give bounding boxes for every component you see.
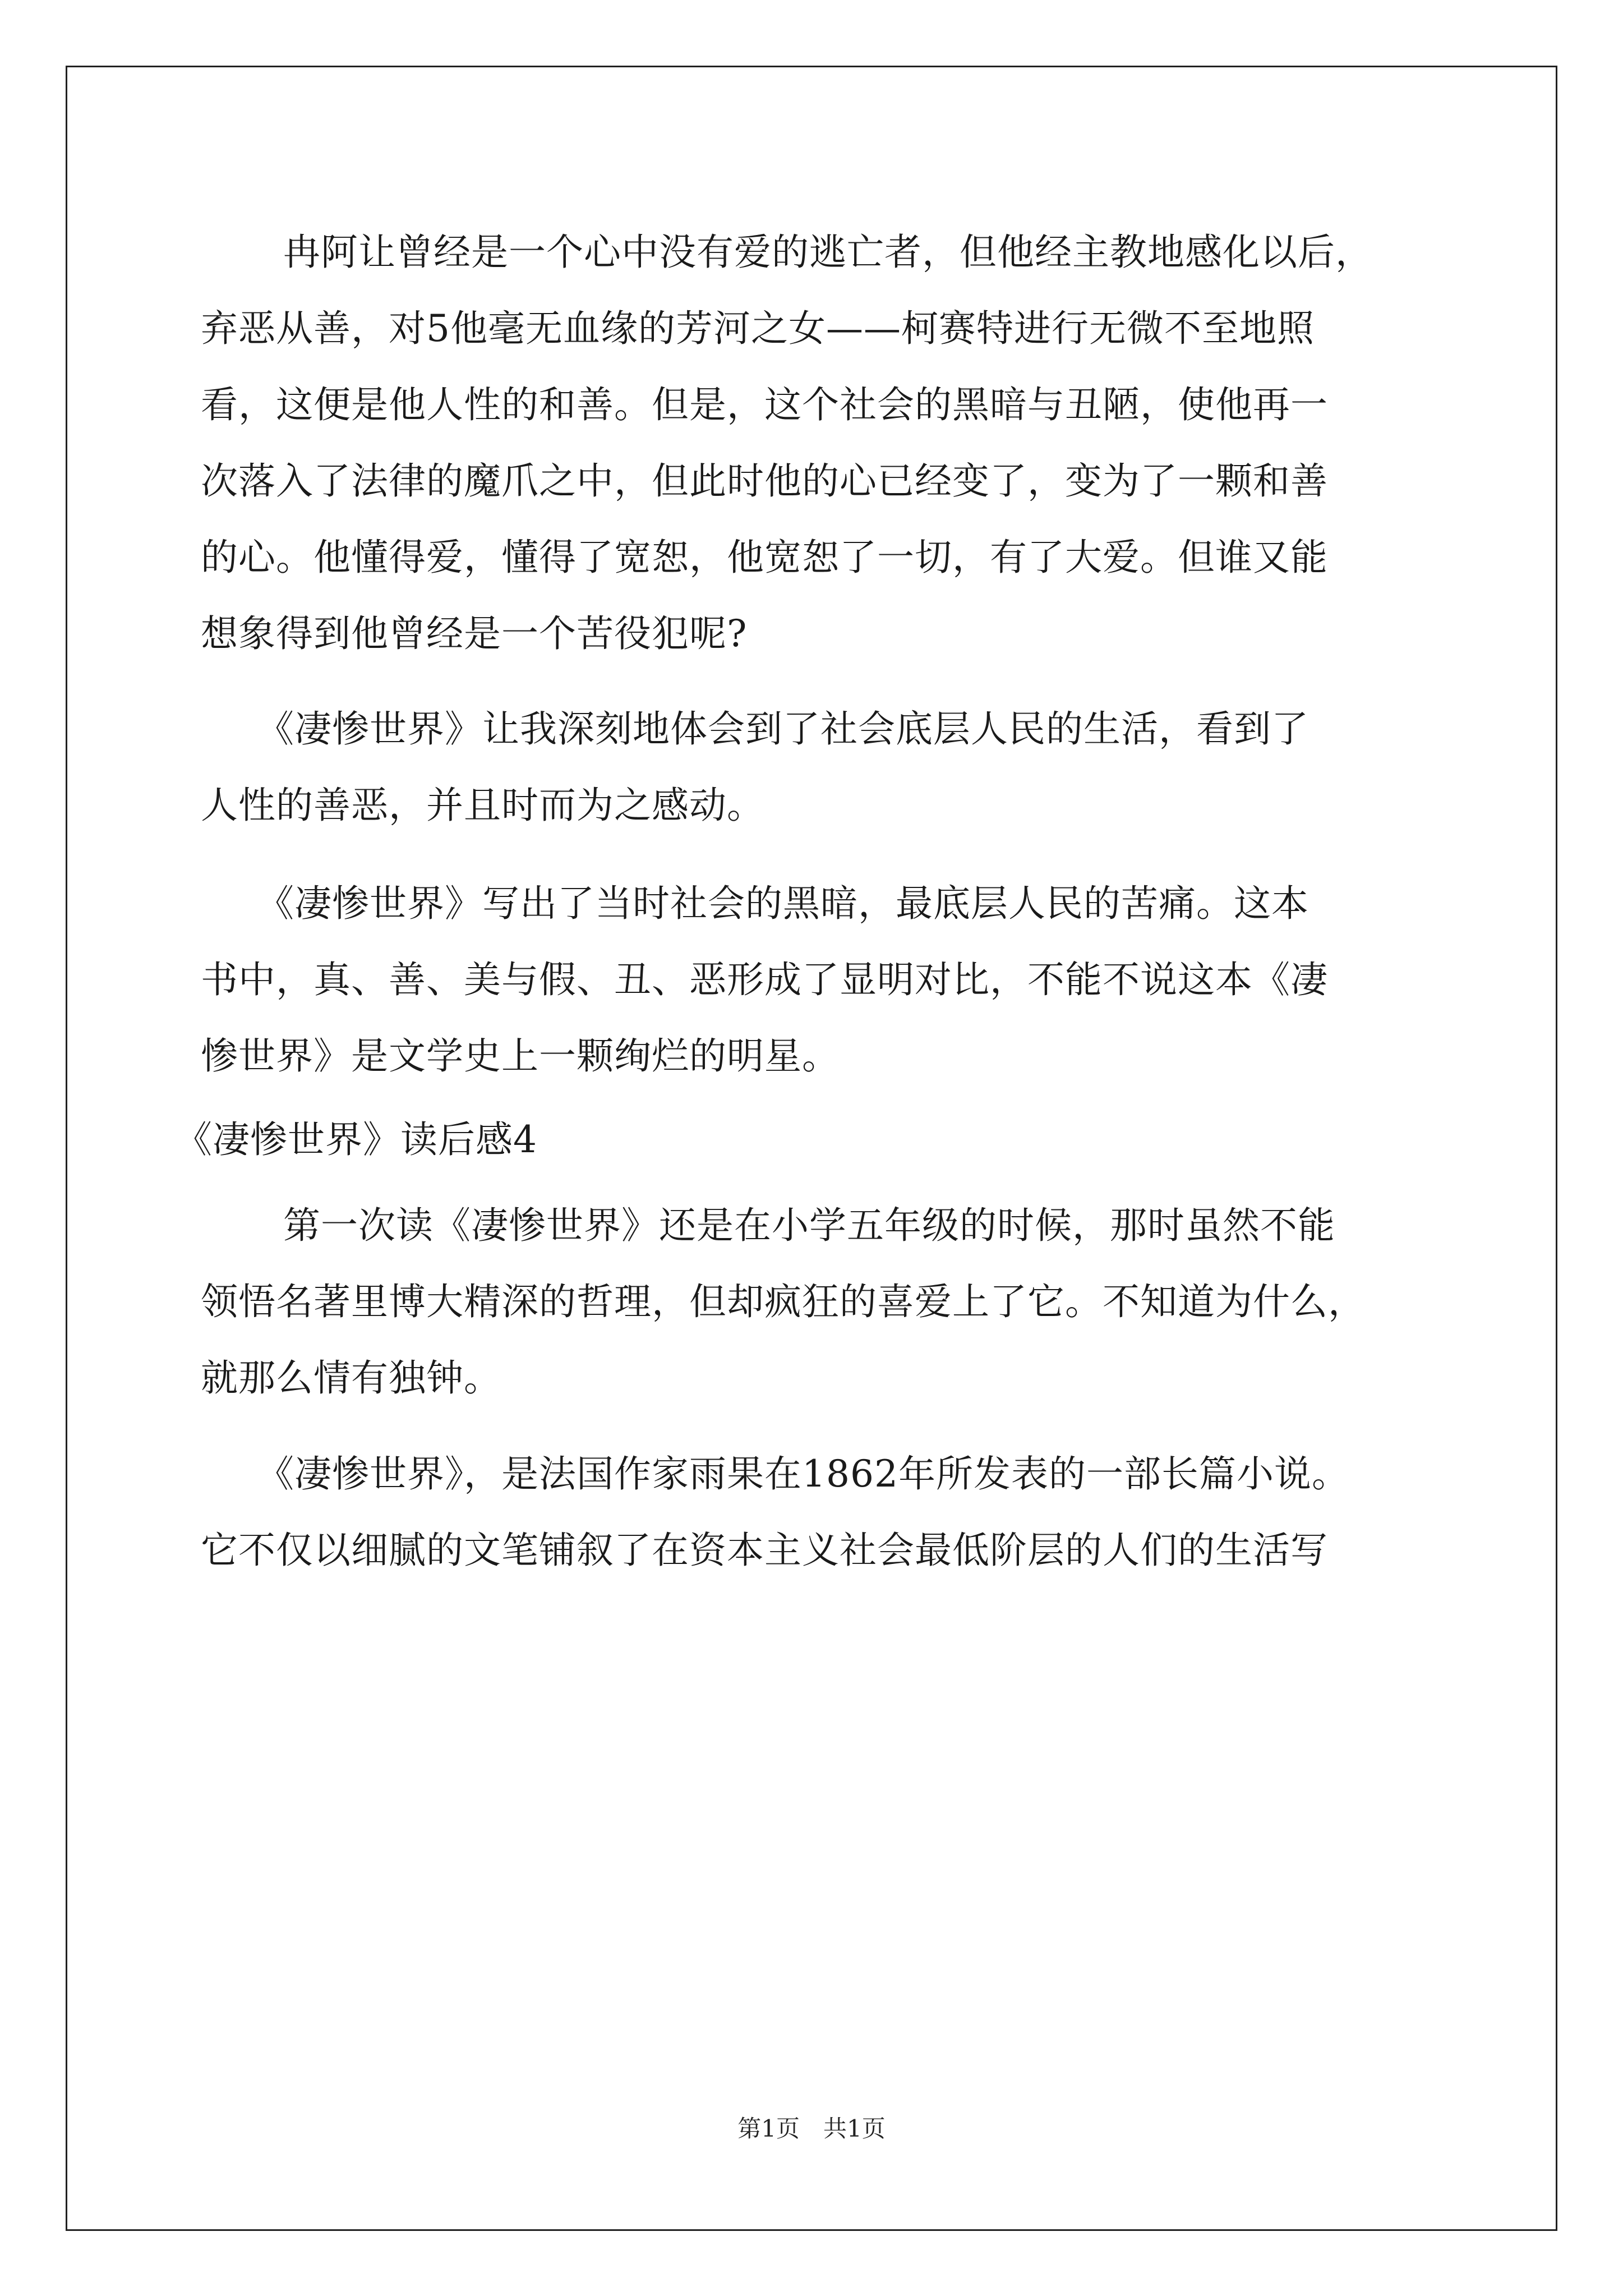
paragraph-line: 次落入了法律的魔爪之中，但此时他的心已经变了，变为了一颗和善	[201, 459, 1328, 503]
paragraph-line: 的心。他懂得爱，懂得了宽恕，他宽恕了一切，有了大爱。但谁又能	[201, 536, 1328, 579]
paragraph-line: 第一次读《凄惨世界》还是在小学五年级的时候，那时虽然不能	[283, 1204, 1335, 1247]
paragraph-line: 《凄惨世界》写出了当时社会的黑暗，最底层人民的苦痛。这本	[257, 882, 1309, 925]
paragraph-line: 书中，真、善、美与假、丑、恶形成了显明对比，不能不说这本《凄	[201, 958, 1328, 1001]
paragraph-line: 它不仅以细腻的文笔铺叙了在资本主义社会最低阶层的人们的生活写	[201, 1529, 1328, 1572]
paragraph-line: 人性的善恶，并且时而为之感动。	[201, 784, 764, 827]
paragraph-line: 看，这便是他人性的和善。但是，这个社会的黑暗与丑陋，使他再一	[201, 383, 1328, 426]
paragraph-line: 想象得到他曾经是一个苦役犯呢?	[201, 612, 748, 655]
paragraph-line: 就那么情有独钟。	[201, 1356, 501, 1400]
paragraph-line: 领悟名著里博大精深的哲理，但却疯狂的喜爱上了它。不知道为什么，	[201, 1280, 1366, 1323]
paragraph-line: 《凄惨世界》让我深刻地体会到了社会底层人民的生活，看到了	[257, 707, 1309, 751]
paragraph-line: 冉阿让曾经是一个心中没有爱的逃亡者，但他经主教地感化以后，	[283, 231, 1373, 274]
paragraph-line: 惨世界》是文学史上一颗绚烂的明星。	[201, 1034, 840, 1078]
section-heading: 《凄惨世界》读后感4	[175, 1118, 537, 1161]
paragraph-line: 弃恶从善，对5他毫无血缘的芳河之女——柯赛特进行无微不至地照	[201, 307, 1315, 350]
page-footer: 第1页 共1页	[737, 2115, 886, 2142]
paragraph-line: 《凄惨世界》，是法国作家雨果在1862年所发表的一部长篇小说。	[257, 1452, 1349, 1496]
